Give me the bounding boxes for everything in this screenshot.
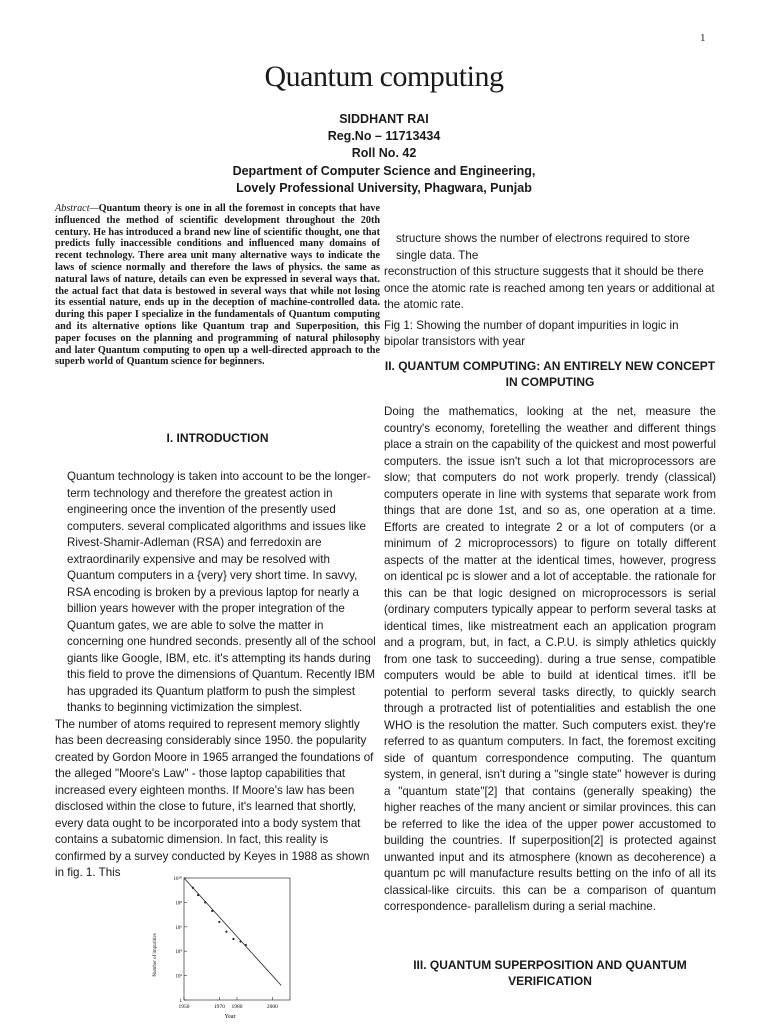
author-university: Lovely Professional University, Phagwara, Punjab	[236, 180, 532, 195]
chart-point	[245, 944, 247, 946]
section-2-paragraph: Doing the mathematics, looking at the net, measure the country's economy, foretelling the weather and different things place a strain on the capability of the quickest and most powerful computers. the issue isn't such a lot that microprocessors are slow; that computers do not work properly. trendy (classical) computers operate in line with systems that separate work from things that are done 1st, and so as, one operation at a time. Efforts are created to integrate 2 or a lot of computers (or a minimum of 2 microprocessors) to figure on totally different aspects of the matter at the identical times, however, progress on identical pc is slower and a lot of acceptable. the rationale for this can be that logic designed on microprocessors is serial (ordinary computers typically appear to perform several tasks at identical times, like mistreatment each an application program and a program, but, in fact, a C.P.U. is simply athletics quickly from one task to succeeding). during a true sense, compatible computers would be able to build at identical times. it'll be potential to perform several tasks directly, to quickly search through a protracted list of potentialities and establish the one WHO is the resolution the matter. Such computers exist. they're referred to as quantum computers. In fact, the foremost exciting side of quantum correspondence computing. The quantum system, in general, isn't during a "single state" however is during a "quantum state"[2] that contains (generally speaking) the higher reaches of the many ancient or similar provinces. this can be referred to like the idea of the upper power accustomed to building the countries. If superposition[2] is protected against unwanted input and its atmosphere (known as decoherence) a quantum pc will manufacture results betting on the info of all its classical-like circuits. this can be a comparison of quantum correspondence- parallelism during a serial machine.	[384, 405, 716, 913]
figure-1-caption: Fig 1: Showing the number of dopant impurities in logic in bipolar transistors with year	[384, 318, 679, 348]
abstract	[55, 203, 380, 368]
chart-point	[239, 940, 241, 942]
chart-point	[197, 894, 199, 896]
introduction-body	[55, 469, 380, 882]
introduction-paragraph-1: Quantum technology is taken into account to be the longer-term technology and therefore the greatest action in engineering once the invention of the presently used computers. several complicated algorithms and issues like Rivest-Shamir-Adleman (RSA) and ferredoxin are extraordinarily expensive and may be resolved with Quantum computers in a {very} very short time. In savvy, RSA encoding is broken by a previous laptop for nearly a billion years however with the proper integration of the Quantum gates, we are able to solve the matter in concerning one hundred seconds. presently all of the school giants like Google, IBM, etc. it's attempting its hands during this field to prove the dimensions of Quantum. Recently IBM has upgraded its Quantum platform to push the simplest thanks to beginning victimization the simplest.	[67, 470, 376, 714]
chart-y-tick-label: 10⁶	[175, 925, 182, 931]
chart-point	[218, 921, 220, 923]
chart-point	[192, 887, 194, 889]
col2-paragraph-1: structure shows the number of electrons required to store single data. The	[396, 232, 690, 262]
abstract-label: Abstract—	[55, 203, 99, 214]
section-heading-superposition: III. QUANTUM SUPERPOSITION AND QUANTUM VERIFICATION	[413, 958, 687, 988]
chart-frame	[184, 878, 290, 1000]
column-2-top-text	[384, 231, 716, 351]
author-department: Department of Computer Science and Engineering,	[232, 163, 536, 178]
figure-1-chart	[148, 870, 298, 1020]
chart-y-ticks	[173, 876, 187, 1004]
section-heading-quantum-computing: II. QUANTUM COMPUTING: AN ENTIRELY NEW CONCEPT IN COMPUTING	[384, 359, 716, 389]
paper-title: Quantum computing	[264, 60, 504, 93]
author-block	[0, 111, 768, 197]
chart-point	[211, 910, 213, 912]
chart-axes	[184, 878, 290, 1000]
author-reg-no: Reg.No – 11713434	[327, 129, 441, 144]
chart-y-tick-label: 10⁸	[175, 901, 182, 907]
chart-y-tick-label: 1	[179, 999, 182, 1004]
section-heading-introduction: I. INTRODUCTION	[166, 431, 269, 445]
chart-x-tick-label: 1950	[178, 1004, 190, 1010]
chart-y-axis-label: Number of impurities	[153, 933, 158, 977]
chart-y-tick-label: 10²	[175, 974, 182, 980]
chart-x-ticks	[179, 997, 279, 1010]
chart-point	[232, 938, 234, 940]
chart-x-tick-label: 2000	[266, 1004, 278, 1010]
section-2-body	[384, 404, 716, 916]
page-number: 1	[700, 32, 706, 44]
chart-y-tick-label: 10¹⁰	[173, 877, 182, 882]
chart-x-tick-label: 1970	[213, 1004, 225, 1010]
abstract-text: Quantum theory is one in all the foremost in concepts that have influenced the method of scientific development throughout the 20th century. He has introduced a brand new line of scientific thought, one that predicts fully inaccessible conditions and influenced many domains of recent technology. There area unit many alternative ways to indicate the laws of science normally and therefore the laws of physics. the same as natural laws of nature, details can even be expressed in several ways that. the actual fact that data is bestowed in several ways that while not losing its essential nature, ends up in the deception of machine-controlled data. during this paper I specialize in the fundamentals of Quantum computing and its alternative options like Quantum trap and Superposition, this paper focuses on the planning and programming of natural philosophy and later Quantum computing to open up a well-directed approach to the superb world of Quantum science for beginners.	[55, 203, 380, 368]
author-name: SIDDHANT RAI	[339, 112, 429, 126]
chart-x-axis-label: Year	[224, 1014, 236, 1020]
author-roll-no: Roll No. 42	[351, 146, 417, 161]
chart-y-tick-label: 10⁴	[175, 950, 182, 956]
chart-point	[204, 901, 206, 903]
chart-x-tick-label: 1980	[231, 1004, 243, 1010]
chart-point	[225, 931, 227, 933]
introduction-paragraph-2: The number of atoms required to represent memory slightly has been decreasing considerably since 1950. the popularity created by Gordon Moore in 1965 arranged the foundations of the alleged "Moore's Law" - those laptop capabilities that increased every eighteen months. If Moore's law has been disclosed within the close to future, it's learned that shortly, every data ought to be incorporated into a body system that contains a subatomic dimension. In fact, this reality is confirmed by a survey conducted by Keyes in 1988 as shown in fig. 1. This	[55, 717, 374, 879]
col2-paragraph-2: reconstruction of this structure suggests that it should be there once the atomic rate is reached among ten years or additional at the atomic rate.	[384, 265, 715, 311]
